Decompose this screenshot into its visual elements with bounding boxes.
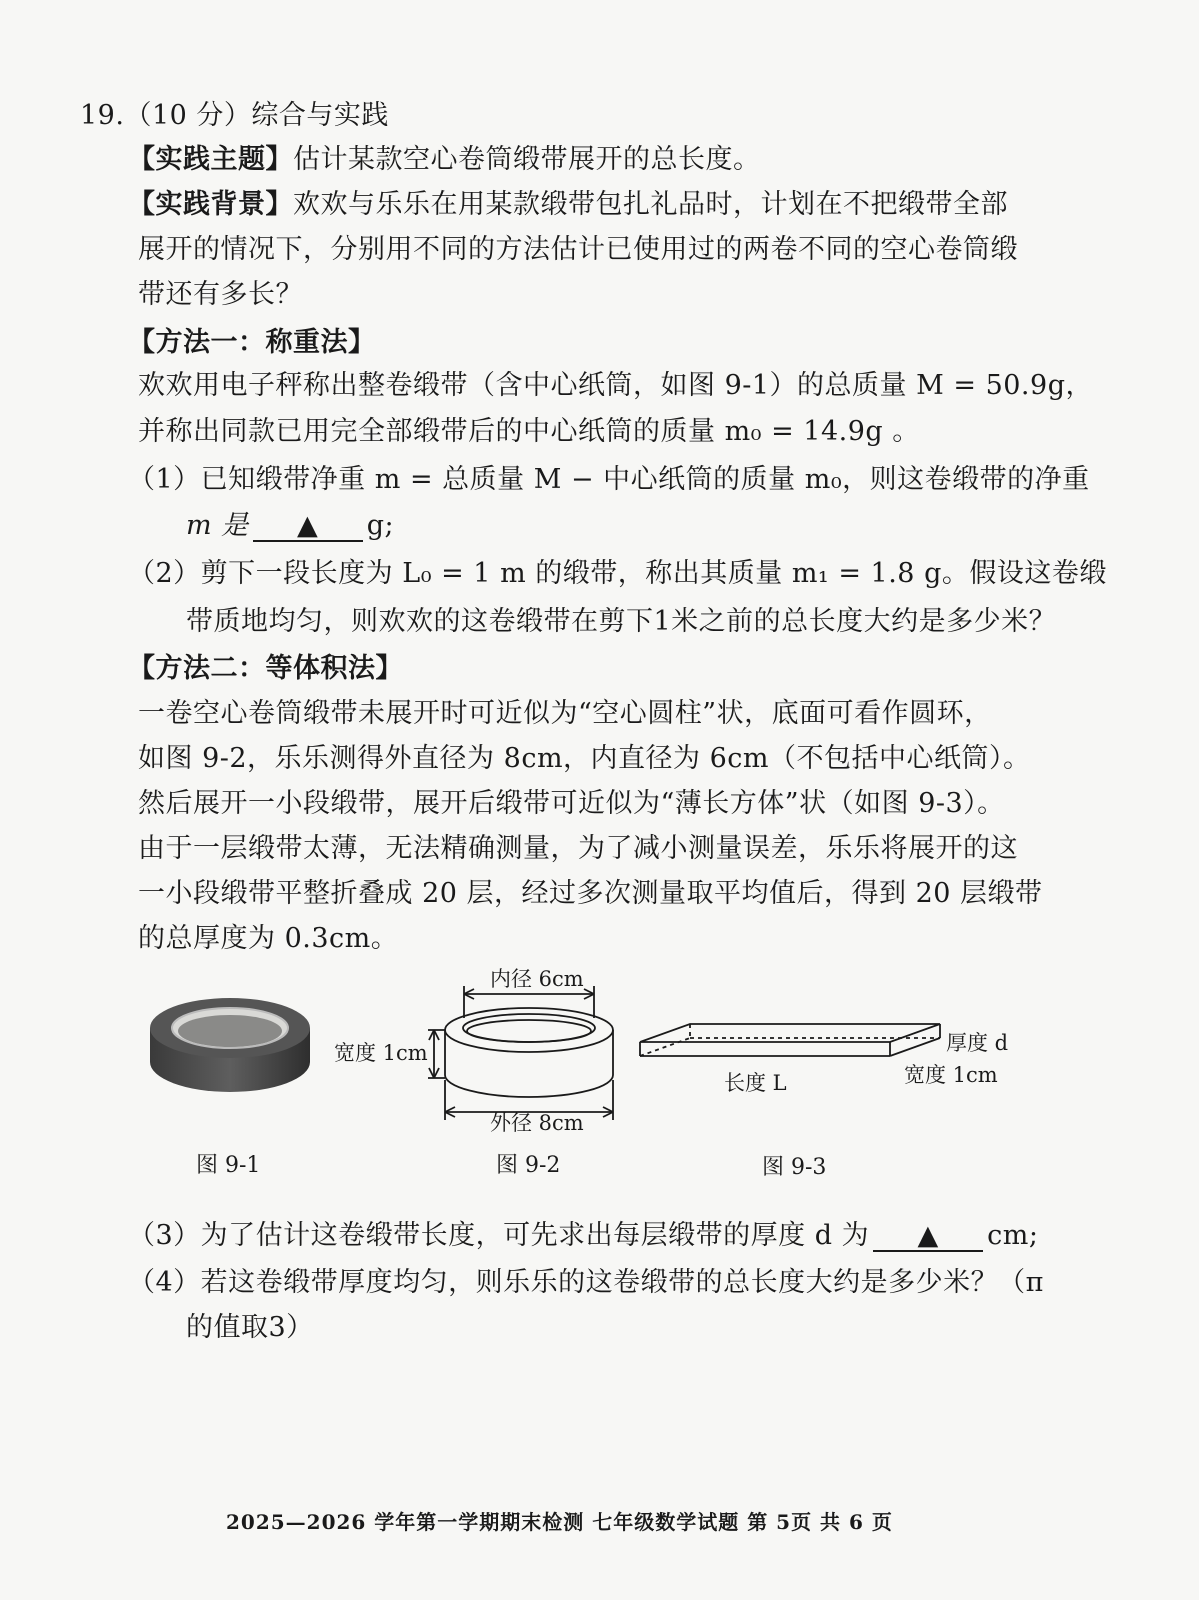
figure-9-2-inner-diameter-label: 内径 6cm xyxy=(490,967,584,991)
practice-background-text-1: 欢欢与乐乐在用某款缎带包扎礼品时，计划在不把缎带全部 xyxy=(293,189,1008,220)
figure-9-2-outer-diameter-label: 外径 8cm xyxy=(490,1111,584,1135)
part-1-prefix: m 是 xyxy=(186,510,249,541)
part-3-unit: cm; xyxy=(987,1220,1039,1251)
method-two-title: 【方法二：等体积法】 xyxy=(128,653,403,684)
figure-9-2-caption: 图 9-2 xyxy=(496,1153,561,1178)
part-2-text-1: （2）剪下一段长度为 L₀ = 1 m 的缎带，称出其质量 m₁ = 1.8 g。假设这卷缎 xyxy=(128,558,1107,589)
figure-9-3-width-label: 宽度 1cm xyxy=(904,1063,998,1087)
practice-background-text-3: 带还有多长？ xyxy=(138,279,303,310)
practice-theme-label: 【实践主题】 xyxy=(128,144,293,175)
figure-9-3-thin-cuboid xyxy=(630,1010,1030,1100)
figure-9-2-width-label: 宽度 1cm xyxy=(334,1041,428,1065)
figure-9-1-caption: 图 9-1 xyxy=(196,1153,261,1178)
part-3-answer-blank[interactable]: ▲ xyxy=(873,1222,983,1252)
practice-background xyxy=(128,187,1008,223)
figure-9-1-ribbon-roll xyxy=(140,990,320,1100)
page-footer: 2025—2026 学年第一学期期末检测 七年级数学试题 第 5页 共 6 页 xyxy=(226,1510,893,1534)
practice-theme xyxy=(128,142,761,178)
part-1-text: （1）已知缎带净重 m = 总质量 M − 中心纸筒的质量 m₀，则这卷缎带的净重 xyxy=(128,464,1090,495)
method-two-text-2: 如图 9-2，乐乐测得外直径为 8cm，内直径为 6cm（不包括中心纸筒）。 xyxy=(138,743,1031,774)
method-one-text-2: 并称出同款已用完全部缎带后的中心纸筒的质量 m₀ = 14.9g 。 xyxy=(138,416,920,447)
part-4-text-1: （4）若这卷缎带厚度均匀，则乐乐的这卷缎带的总长度大约是多少米？（π xyxy=(128,1267,1044,1298)
method-one-text-1: 欢欢用电子秤称出整卷缎带（含中心纸筒，如图 9-1）的总质量 M = 50.9g， xyxy=(138,370,1093,401)
practice-theme-text: 估计某款空心卷筒缎带展开的总长度。 xyxy=(293,144,761,175)
method-one-title: 【方法一：称重法】 xyxy=(128,327,376,358)
figure-9-2-hollow-cylinder xyxy=(330,960,640,1140)
practice-background-label: 【实践背景】 xyxy=(128,189,293,220)
practice-background-text-2: 展开的情况下，分别用不同的方法估计已使用过的两卷不同的空心卷筒缎 xyxy=(138,234,1018,265)
part-3-text: （3）为了估计这卷缎带长度，可先求出每层缎带的厚度 d 为 xyxy=(128,1220,870,1251)
part-3-line xyxy=(128,1218,1038,1254)
method-two-text-1: 一卷空心卷筒缎带未展开时可近似为“空心圆柱”状，底面可看作圆环， xyxy=(138,698,992,729)
part-1-answer-line xyxy=(186,508,394,544)
method-two-text-6: 的总厚度为 0.3cm。 xyxy=(138,923,399,954)
part-4-text-2: 的值取3） xyxy=(186,1312,314,1343)
question-header: 19.（10 分）综合与实践 xyxy=(80,100,389,131)
figure-9-3-length-label: 长度 L xyxy=(724,1071,787,1095)
figure-9-3-caption: 图 9-3 xyxy=(762,1155,827,1180)
part-1-answer-blank[interactable]: ▲ xyxy=(253,512,363,542)
part-1-unit: g; xyxy=(366,510,395,541)
method-two-text-4: 由于一层缎带太薄，无法精确测量，为了减小测量误差，乐乐将展开的这 xyxy=(138,833,1018,864)
figure-9-3-thickness-label: 厚度 d xyxy=(946,1031,1009,1055)
method-two-text-3: 然后展开一小段缎带，展开后缎带可近似为“薄长方体”状（如图 9-3）。 xyxy=(138,788,1005,819)
method-two-text-5: 一小段缎带平整折叠成 20 层，经过多次测量取平均值后，得到 20 层缎带 xyxy=(138,878,1043,909)
part-2-text-2: 带质地均匀，则欢欢的这卷缎带在剪下1米之前的总长度大约是多少米？ xyxy=(186,606,1057,637)
